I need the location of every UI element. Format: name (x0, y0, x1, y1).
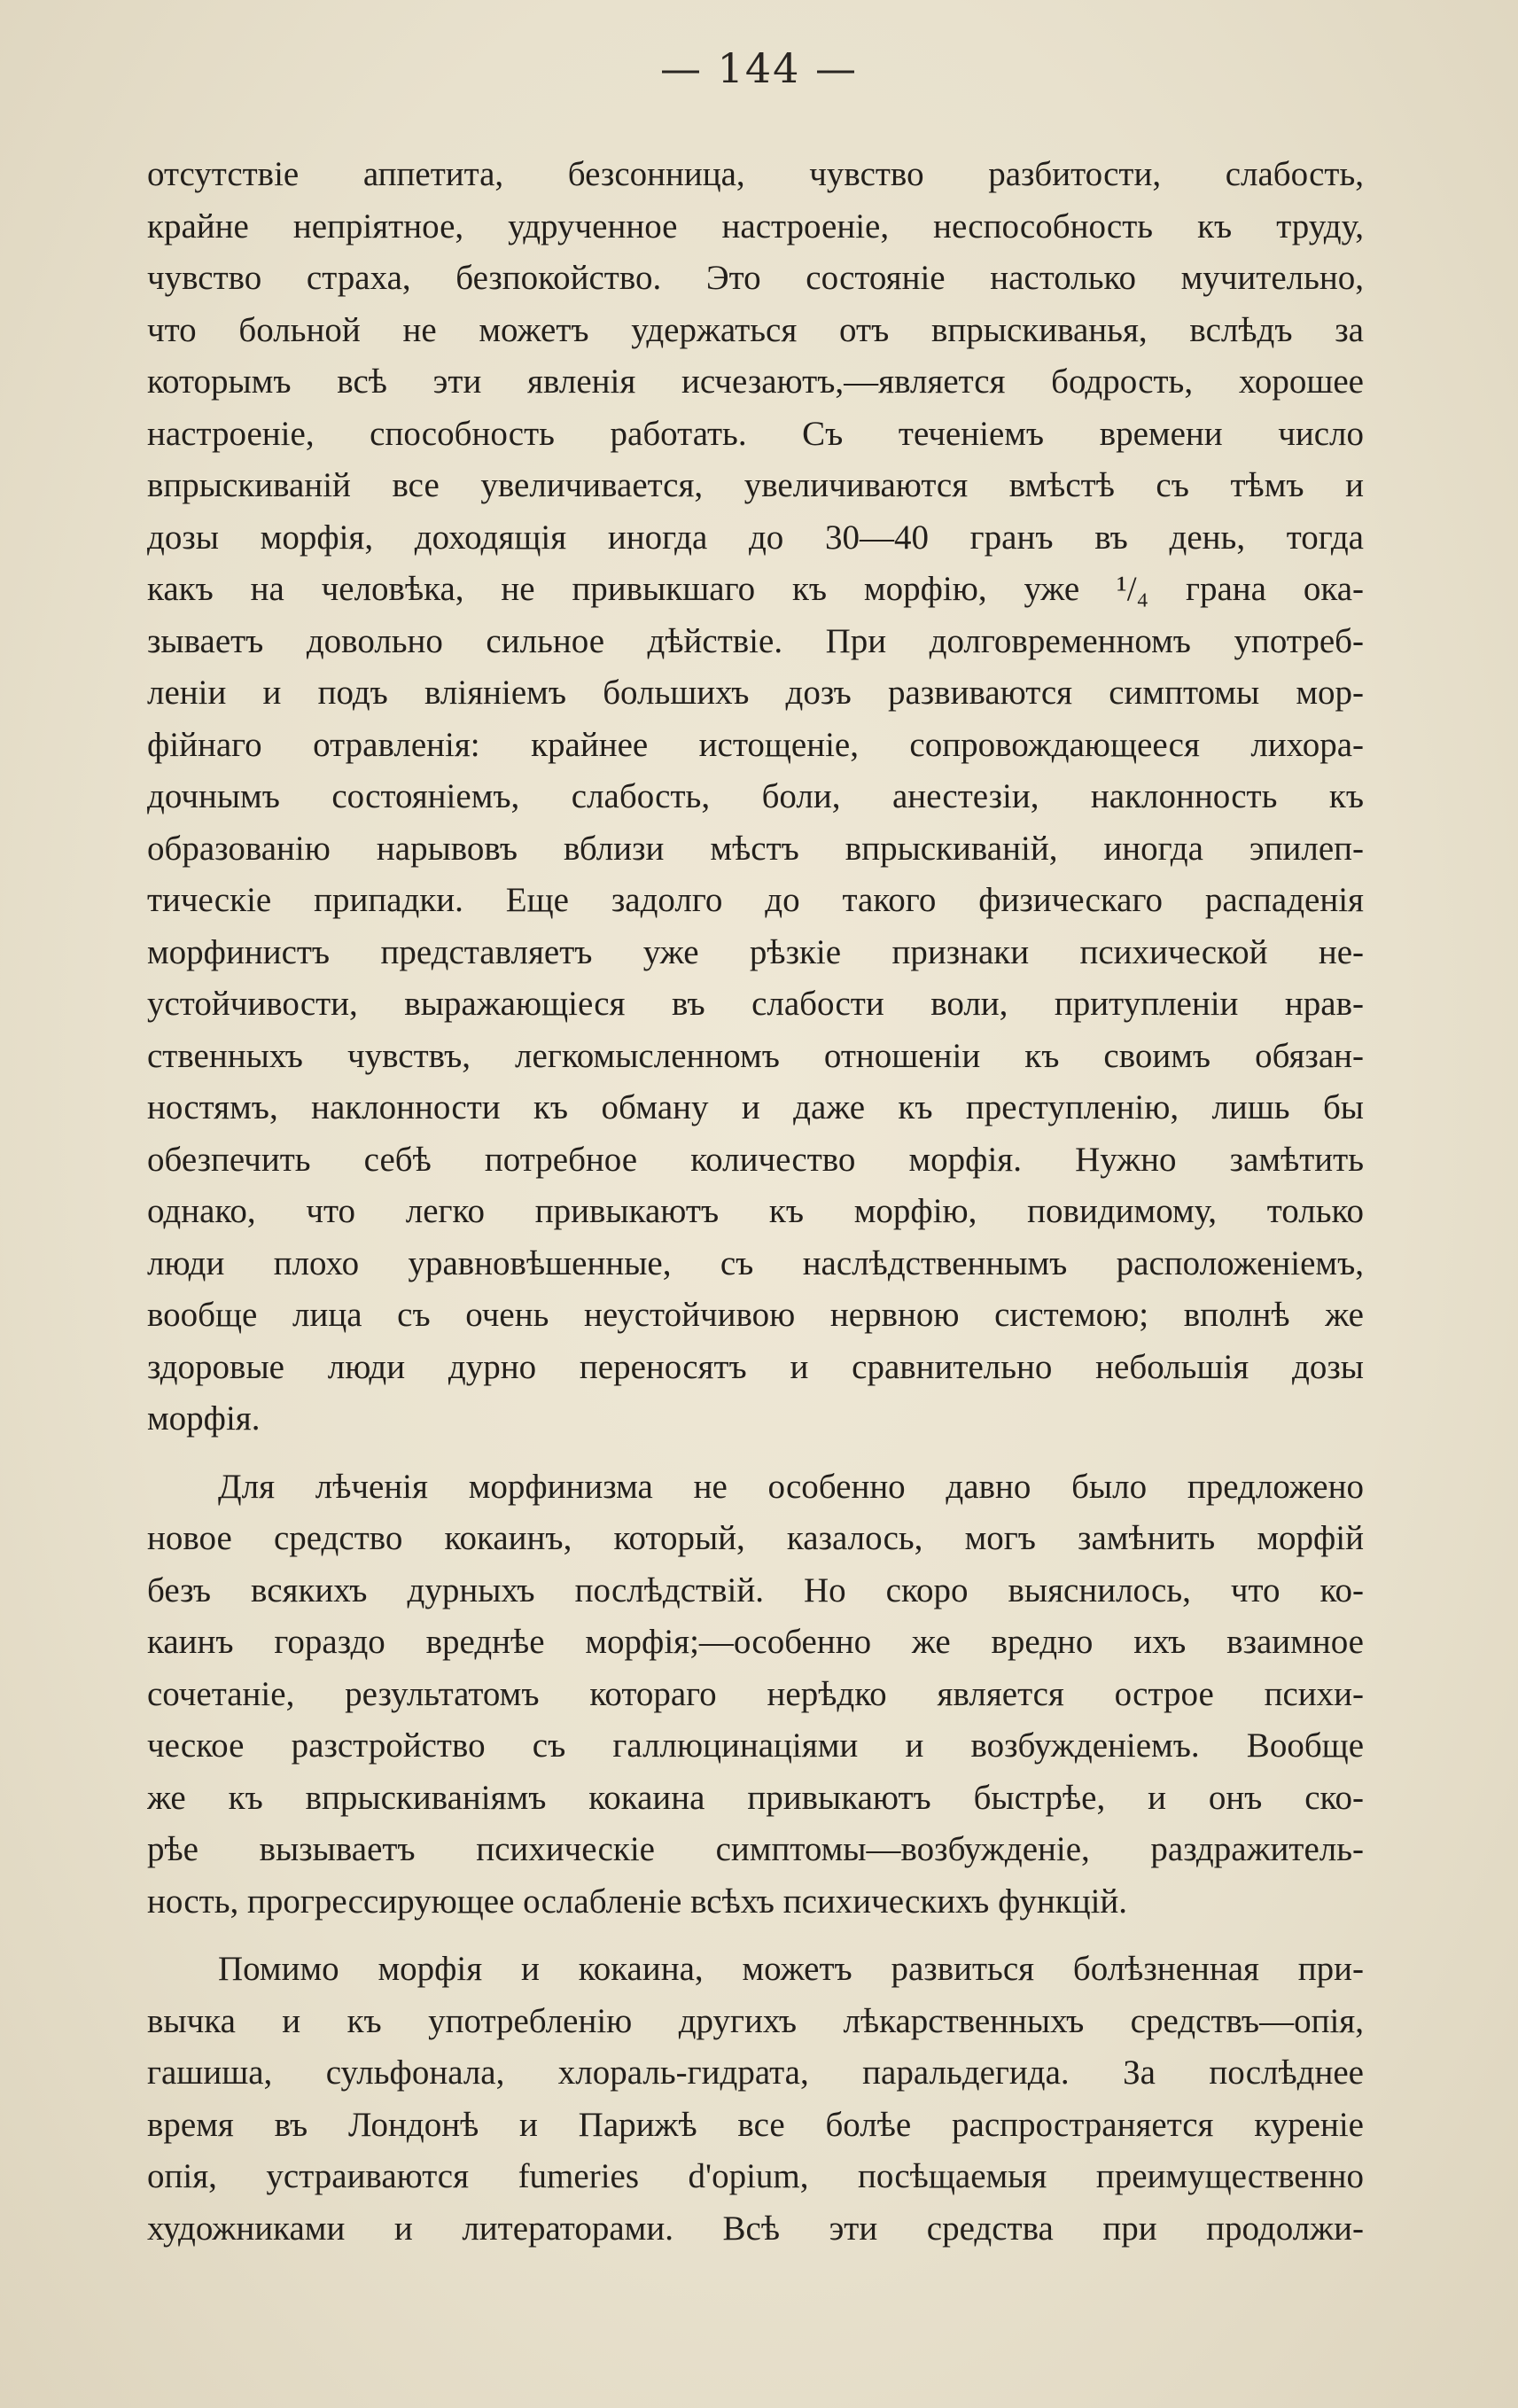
paragraph-3 (147, 1944, 1364, 2255)
text-line: время въ Лондонѣ и Парижѣ все болѣе распространяется куреніе (147, 2105, 1364, 2144)
text-line: художниками и литераторами. Всѣ эти средства при продолжи- (147, 2209, 1364, 2248)
page-number: — 144 — (659, 44, 859, 92)
text-line: образованію нарывовъ вблизи мѣстъ впрыскиваній, иногда эпилеп- (147, 829, 1364, 868)
text-line: дозы морфія, доходящія иногда до 30—40 гранъ въ день, тогда (147, 518, 1364, 557)
text-line: люди плохо уравновѣшенные, съ наслѣдственнымъ расположеніемъ, (147, 1243, 1364, 1282)
text-line: морфинистъ представляетъ уже рѣзкіе признаки психической не- (147, 932, 1364, 971)
text-line: что больной не можетъ удержаться отъ впрыскиванья, вслѣдъ за (147, 310, 1364, 349)
text-line: крайне непріятное, удрученное настроеніе, неспособность къ труду, (147, 207, 1364, 245)
text-line: чувство страха, безпокойство. Это состояніе настолько мучительно, (147, 259, 1364, 297)
text-line: Помимо морфія и кокаина, можетъ развиться болѣзненная при- (218, 1950, 1364, 1988)
text-line: леніи и подъ вліяніемъ большихъ дозъ развиваются симптомы мор- (147, 674, 1364, 712)
text-line: настроеніе, способность работать. Съ теченіемъ времени число (147, 414, 1364, 453)
text-line: здоровые люди дурно переносятъ и сравнительно небольшія дозы (147, 1347, 1364, 1386)
text-line: устойчивости, выражающіеся въ слабости воли, притупленіи нрав- (147, 985, 1364, 1023)
text-line: зываетъ довольно сильное дѣйствіе. При долговременномъ употреб- (147, 621, 1364, 660)
text-line: отсутствіе аппетита, безсонница, чувство разбитости, слабость, (147, 155, 1364, 193)
paragraph-gap (147, 1446, 1364, 1461)
paragraph-2 (147, 1461, 1364, 1929)
text-line: ческое разстройство съ галлюцинаціями и возбужденіемъ. Вообще (147, 1726, 1364, 1765)
body-text (147, 149, 1364, 2255)
text-line: новое средство кокаинъ, который, казалось, могъ замѣнить морфій (147, 1519, 1364, 1557)
text-line: сочетаніе, результатомъ котораго нерѣдко является острое психи- (147, 1674, 1364, 1713)
text-line: дочнымъ состояніемъ, слабость, боли, анестезіи, наклонность къ (147, 777, 1364, 815)
text-line: какъ на человѣка, не привыкшаго къ морфію, уже ¹/₄ грана ока- (147, 570, 1364, 608)
text-line: рѣе вызываетъ психическіе симптомы—возбужденіе, раздражитель- (147, 1830, 1364, 1868)
paragraph-gap (147, 1928, 1364, 1944)
text-line: обезпечить себѣ потребное количество морфія. Нужно замѣтить (147, 1140, 1364, 1179)
text-line: впрыскиваній все увеличивается, увеличиваются вмѣстѣ съ тѣмъ и (147, 466, 1364, 504)
text-line: ственныхъ чувствъ, легкомысленномъ отношеніи къ своимъ обязан- (147, 1036, 1364, 1075)
text-line: морфія. (147, 1399, 261, 1438)
text-line: Для лѣченія морфинизма не особенно давно было предложено (218, 1467, 1364, 1506)
text-line: вычка и къ употребленію другихъ лѣкарственныхъ средствъ—опія, (147, 2001, 1364, 2040)
text-line: ность, прогрессирующее ослабленіе всѣхъ психическихъ функцій. (147, 1882, 1128, 1921)
text-line: которымъ всѣ эти явленія исчезаютъ,—является бодрость, хорошее (147, 362, 1364, 401)
text-line: вообще лица съ очень неустойчивою нервною системою; вполнѣ же (147, 1296, 1364, 1334)
text-line: фійнаго отравленія: крайнее истощеніе, сопровождающееся лихора- (147, 725, 1364, 764)
text-line: тическіе припадки. Еще задолго до такого физическаго распаденія (147, 881, 1364, 919)
paragraph-1 (147, 149, 1364, 1446)
text-line: же къ впрыскиваніямъ кокаина привыкаютъ быстрѣе, и онъ ско- (147, 1778, 1364, 1817)
text-line: гашиша, сульфонала, хлораль-гидрата, паральдегида. За послѣднее (147, 2053, 1364, 2092)
text-line: ностямъ, наклонности къ обману и даже къ преступленію, лишь бы (147, 1088, 1364, 1126)
text-line: безъ всякихъ дурныхъ послѣдствій. Но скоро выяснилось, что ко- (147, 1570, 1364, 1609)
text-line: однако, что легко привыкаютъ къ морфію, повидимому, только (147, 1192, 1364, 1230)
text-line: каинъ гораздо вреднѣе морфія;—особенно же вредно ихъ взаимное (147, 1623, 1364, 1661)
text-line: опія, устраиваются fumeries d'opium, посѣщаемыя преимущественно (147, 2157, 1364, 2195)
